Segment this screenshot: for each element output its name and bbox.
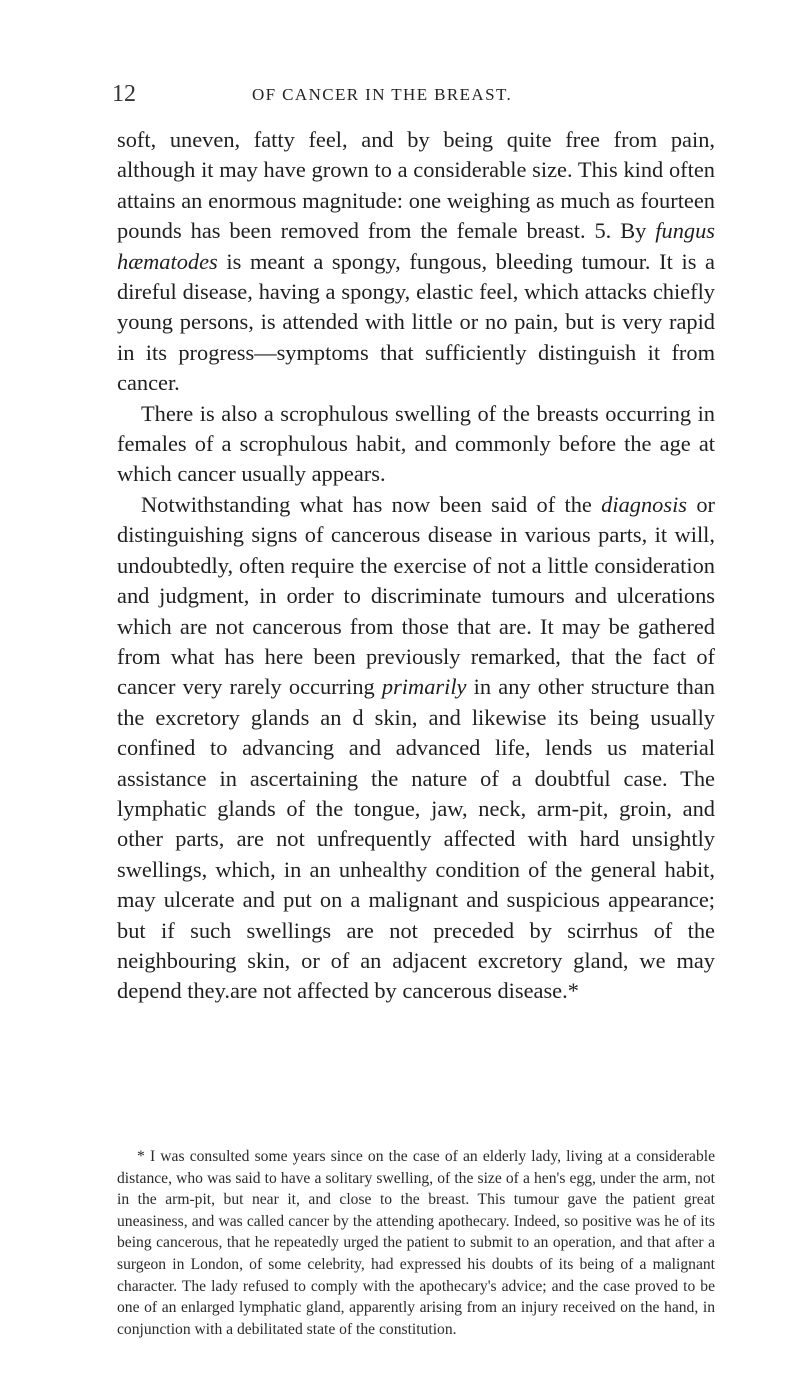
paragraph-1-text-b: is meant a spongy, fungous, bleeding tumour. It is a direful disease, having a spongy, elastic feel, which attacks chiefly young persons, is attended with little or no pain, but is very rapid in its progress—symptoms that sufficiently distinguish it from cancer. xyxy=(117,248,715,396)
paragraph-1-text-a: soft, uneven, fatty feel, and by being quite free from pain, although it may have grown to a considerable size. This kind often attains an enormous magnitude: one weighing as much as fourteen pounds has been removed from the female breast. 5. By xyxy=(117,127,715,244)
paragraph-3-text-b: or distinguishing signs of cancerous disease in various parts, it will, undoubtedly, often require the exercise of not a little consideration and judgment, in order to discriminate tumours and ulcerations which are not cancerous from those that are. It may be gathered from what has here been previously remarked, that the fact of cancer very rarely occurring xyxy=(117,491,715,700)
paragraph-3-italic-term-primarily: primarily xyxy=(381,674,467,700)
paragraph-3-text-c: in any other structure than the excretory glands an d skin, and likewise its being usually confined to advancing and advanced life, lends us material assistance in ascertaining the nature of a doubtful case. The lymphatic glands of the tongue, jaw, neck, arm-pit, groin, and other parts, are not unfrequently affected with hard unsightly swellings, which, in an unhealthy condition of the general habit, may ulcerate and put on a malignant and suspicious appearance; but if such swellings are not preceded by scirrhus of the neighbouring skin, or of an adjacent excretory gland, we may depend they.are not affected by cancerous disease.* xyxy=(117,674,715,1004)
page-number: 12 xyxy=(112,81,136,107)
paragraph-3-text-a: Notwithstanding what has now been said of the xyxy=(141,491,602,517)
paragraph-3-italic-term-diagnosis: diagnosis xyxy=(601,491,688,517)
paragraph-2: There is also a scrophulous swelling of the breasts occurring in females of a scrophulous habit, and commonly before the age at which cancer usually appears. xyxy=(117,400,715,487)
body-text xyxy=(117,125,715,1007)
paragraph-1 xyxy=(117,125,715,399)
footnote-text: * I was consulted some years since on the case of an elderly lady, living at a considerable distance, who was said to have a solitary swelling, of the size of a hen's egg, under the arm, not in the arm-pit, but near it, and close to the breast. This tumour gave the patient great uneasiness, and was called cancer by the attending apothecary. Indeed, so positive was he of its being cancerous, that he repeatedly urged the patient to submit to an operation, and that after a surgeon in London, of some celebrity, had expressed his doubts of its being of a malignant character. The lady refused to comply with the apothecary's advice; and the case proved to be one of an enlarged lymphatic gland, apparently arising from an injury received on the hand, in conjunction with a debilitated state of the constitution. xyxy=(117,1148,715,1338)
footnote xyxy=(117,1146,715,1340)
paragraph-3 xyxy=(117,490,715,1007)
paragraph-1-italic-term: fungus hæmatodes xyxy=(117,218,715,274)
running-head xyxy=(112,79,722,109)
running-title: OF CANCER IN THE BREAST. xyxy=(252,85,513,104)
